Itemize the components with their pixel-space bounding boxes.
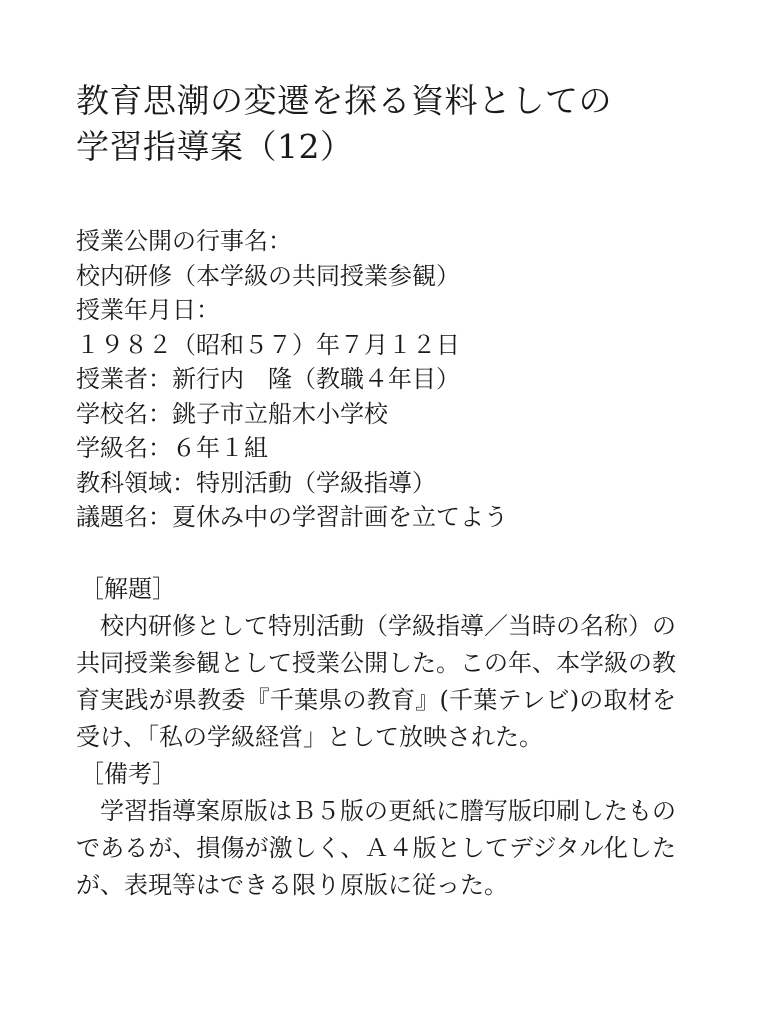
event-name-label: 授業公開の行事名： xyxy=(76,227,292,255)
document-title xyxy=(76,78,696,170)
class-name: 学級名：６年１組 xyxy=(76,434,268,462)
kaidai-heading: ［解題］ xyxy=(80,574,176,603)
document-page xyxy=(76,78,696,904)
teacher: 授業者：新行内 隆（教職４年目） xyxy=(76,365,460,393)
kaidai-section xyxy=(76,571,696,904)
lesson-info xyxy=(76,224,696,535)
topic-name: 議題名：夏休み中の学習計画を立てよう xyxy=(76,503,508,531)
kaidai-body: 校内研修として特別活動（学級指導／当時の名称）の共同授業参観として授業公開した。この年、本学級の教育実践が県教委『千葉県の教育』(千葉テレビ)の取材を受け、「私の学級経営」として放映された。 xyxy=(76,611,676,751)
title-line-1: 教育思潮の変遷を探る資料としての xyxy=(76,81,612,120)
bikou-heading: ［備考］ xyxy=(80,759,176,788)
school-name: 学校名：銚子市立船木小学校 xyxy=(76,399,388,428)
lesson-date-value: １９８２（昭和５７）年７月１２日 xyxy=(76,330,460,359)
title-line-2: 学習指導案（12） xyxy=(76,127,354,166)
bikou-body: 学習指導案原版はＢ５版の更紙に謄写版印刷したものであるが、損傷が激しく、Ａ４版としてデジタル化したが、表現等はできる限り原版に従った。 xyxy=(76,796,676,899)
subject-area: 教科領域：特別活動（学級指導） xyxy=(76,468,436,497)
lesson-date-label: 授業年月日： xyxy=(76,296,220,324)
event-name-value: 校内研修（本学級の共同授業参観） xyxy=(76,261,460,290)
